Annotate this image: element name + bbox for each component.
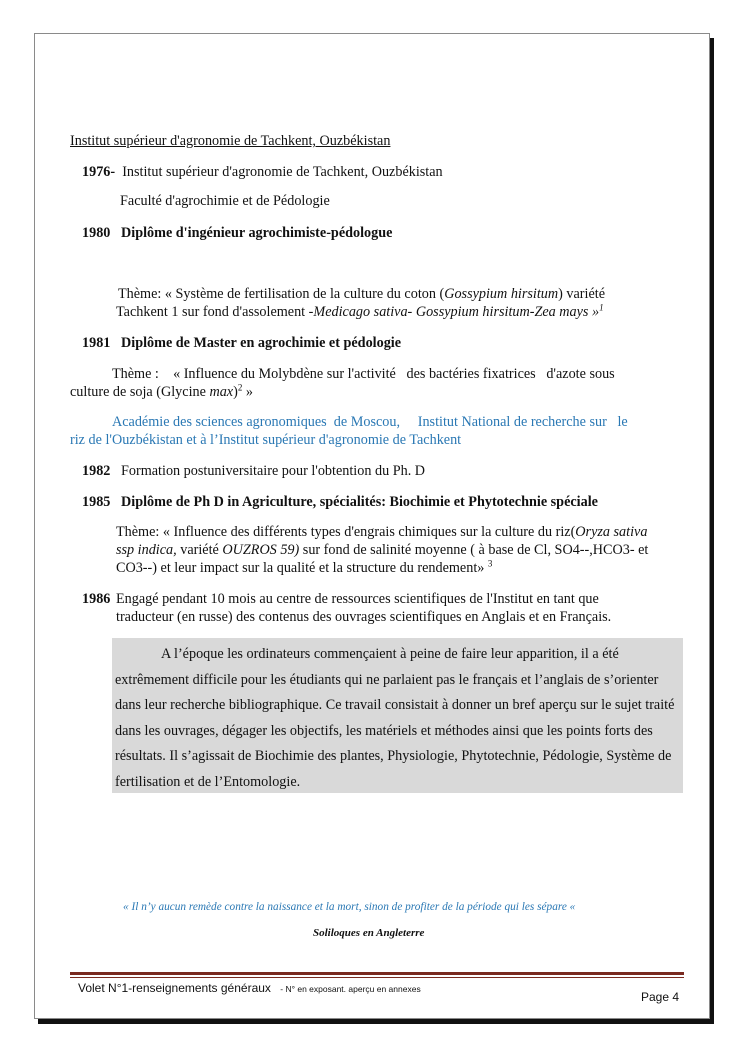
species-name: Medicago sativa- Gossypium hirsitum-Zea mays » <box>313 304 600 320</box>
paragraph-text: A l’époque les ordinateurs commençaient à peine de faire leur apparition, il a été extrêmement difficile pour les étudiants qui ne parlaient pas le français et l’anglais de s’orienter dans leur recherche bibliographique. Ce travail consistait à donner un bref aperçu sur le sujet traité dans les ouvrages, dégager les objectifs, les matériels et méthodes ainsi que les points forts des résultats. Il s’agissait de Biochimie des plantes, Physiologie, Phytotechnie, Pédologie, Système de fertilisation et de l’Entomologie. <box>115 646 675 790</box>
entry-1976-faculty: Faculté d'agrochimie et de Pédologie <box>120 193 330 209</box>
entry-1976-year: 1976- <box>82 164 116 180</box>
footnote-marker: 3 <box>487 558 493 569</box>
species-name: ssp indica, <box>116 542 177 558</box>
section-heading: Institut supérieur d'agronomie de Tachkent, Ouzbékistan <box>70 133 391 149</box>
entry-1985-year: 1985 <box>82 494 111 510</box>
entry-1982-text: Formation postuniversitaire pour l'obtention du Ph. D <box>121 463 426 479</box>
theme-text: ) <box>233 384 238 400</box>
variety-name: OUZROS 59) <box>222 542 300 558</box>
footer-volet <box>78 981 421 995</box>
entry-1981 <box>82 334 401 352</box>
quote-source: Soliloques en Angleterre <box>313 927 425 939</box>
entry-1986-line2: traducteur (en russe) des contenus des ouvrages scientifiques en Anglais et en Français. <box>116 609 612 625</box>
page-number: Page 4 <box>641 990 680 1004</box>
footer-rule-thin <box>70 977 684 978</box>
footer-note: - N° en exposant. aperçu en annexes <box>280 984 421 994</box>
entry-1980-title: Diplôme d'ingénieur agrochimiste-pédologue <box>121 225 393 241</box>
entry-1980-theme-line2 <box>116 303 604 321</box>
theme-text: variété <box>176 542 223 558</box>
theme-text: sur fond de salinité moyenne ( à base de Cl, SO4--,HCO3- et <box>299 542 649 558</box>
theme-text: Tachkent 1 sur fond d'assolement - <box>116 304 314 320</box>
theme-text: » <box>242 384 253 400</box>
highlighted-paragraph <box>112 638 683 793</box>
footer-volet-label: Volet N°1-renseignements généraux <box>78 981 271 995</box>
theme-text: Thème: « Influence des différents types d'engrais chimiques sur la culture du riz( <box>116 524 576 540</box>
quote: « Il n’y aucun remède contre la naissance et la mort, sinon de profiter de la période qui les sépare « <box>123 901 576 913</box>
entry-1981-year: 1981 <box>82 335 111 351</box>
entry-1985-theme-line3 <box>116 559 492 577</box>
entry-1986-line1: Engagé pendant 10 mois au centre de ressources scientifiques de l'Institut en tant que <box>116 591 599 607</box>
entry-1981-theme-line1: Thème : « Influence du Molybdène sur l'activité des bactéries fixatrices d'azote sous <box>112 366 615 382</box>
entry-1981-theme-line2 <box>70 383 253 401</box>
entry-1980-year: 1980 <box>82 225 111 241</box>
entry-1986-year: 1986 <box>82 591 111 607</box>
entry-1980 <box>82 224 392 242</box>
species-name: Oryza sativa <box>575 524 648 540</box>
theme-text: ) variété <box>558 286 605 302</box>
entry-1985-title: Diplôme de Ph D in Agriculture, spécialités: Biochimie et Phytotechnie spéciale <box>121 494 598 510</box>
entry-1985 <box>82 493 598 511</box>
footnote-marker: 2 <box>237 382 243 393</box>
entry-1976-text: Institut supérieur d'agronomie de Tachkent, Ouzbékistan <box>122 164 443 180</box>
theme-text: Thème: « Système de fertilisation de la culture du coton ( <box>118 286 445 302</box>
species-name: Gossypium hirsitum <box>444 286 559 302</box>
entry-1985-theme-line1 <box>116 523 647 541</box>
entry-1981-institutions-line1: Académie des sciences agronomiques de Moscou, Institut National de recherche sur le <box>112 414 628 430</box>
theme-text: CO3--) et leur impact sur la qualité et la structure du rendement» <box>116 560 488 576</box>
entry-1982 <box>82 462 425 480</box>
species-name: max <box>209 384 234 400</box>
entry-1976 <box>82 163 443 181</box>
entry-1985-theme-line2 <box>116 541 648 559</box>
entry-1980-theme-line1 <box>118 285 605 303</box>
footer-rule <box>70 972 684 975</box>
theme-text: culture de soja (Glycine <box>70 384 210 400</box>
entry-1981-institutions-line2: riz de l'Ouzbékistan et à l’Institut supérieur d'agronomie de Tachkent <box>70 432 462 448</box>
entry-1981-title: Diplôme de Master en agrochimie et pédologie <box>121 335 402 351</box>
entry-1982-year: 1982 <box>82 463 111 479</box>
footnote-marker: 1 <box>599 302 604 313</box>
